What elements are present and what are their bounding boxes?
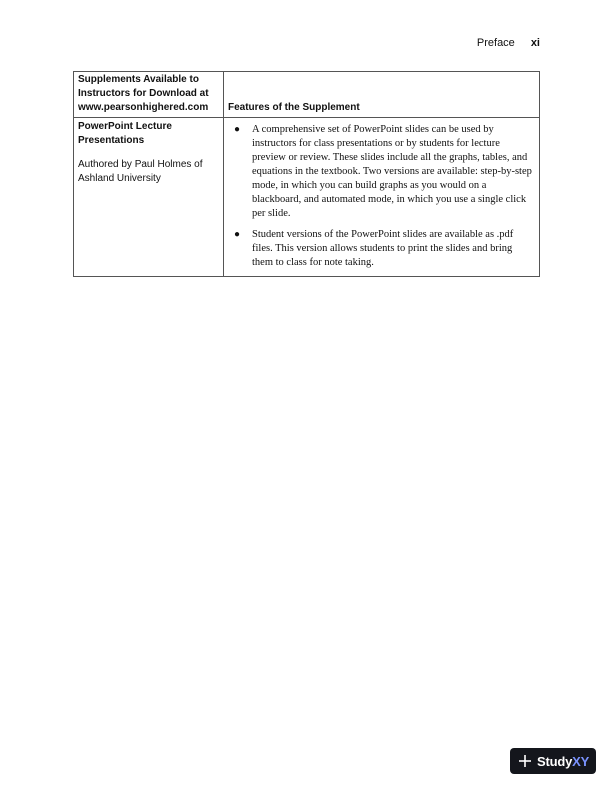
supplement-name: PowerPoint Lecture Presentations	[78, 121, 172, 146]
features-cell	[224, 118, 540, 277]
features-list	[224, 123, 533, 270]
page-header	[477, 37, 540, 49]
list-item	[224, 228, 533, 270]
list-item	[224, 123, 533, 221]
column-header-supplements: Supplements Available to Instructors for Download at www.pearsonhighered.com	[74, 72, 224, 118]
badge-label: StudyXY	[537, 753, 590, 769]
supplement-cell	[74, 118, 224, 277]
bullet-icon: ●	[234, 124, 241, 135]
running-head-section: Preface	[476, 37, 515, 49]
feature-text: A comprehensive set of PowerPoint slides can be used by instructors for class presentations or by students for lecture preview or review. These slides include all the graphs, tables, and equations in the textbook. Two versions are available: step-by-step mode, in which you can build graphs as you would on a blackboard, and automated mode, in which you use a single click per slide.	[252, 124, 532, 219]
page-number: xi	[530, 37, 540, 49]
studyxy-badge[interactable]	[510, 748, 596, 774]
bullet-icon: ●	[234, 229, 241, 240]
column-header-features: Features of the Supplement	[224, 72, 540, 118]
table-header-row	[74, 72, 540, 118]
plus-icon	[518, 754, 532, 768]
supplement-author: Authored by Paul Holmes of Ashland University	[78, 159, 203, 184]
table-row	[74, 118, 540, 277]
supplements-table	[73, 71, 540, 277]
feature-text: Student versions of the PowerPoint slides are available as .pdf files. This version allows students to print the slides and bring them to class for note taking.	[252, 229, 514, 268]
